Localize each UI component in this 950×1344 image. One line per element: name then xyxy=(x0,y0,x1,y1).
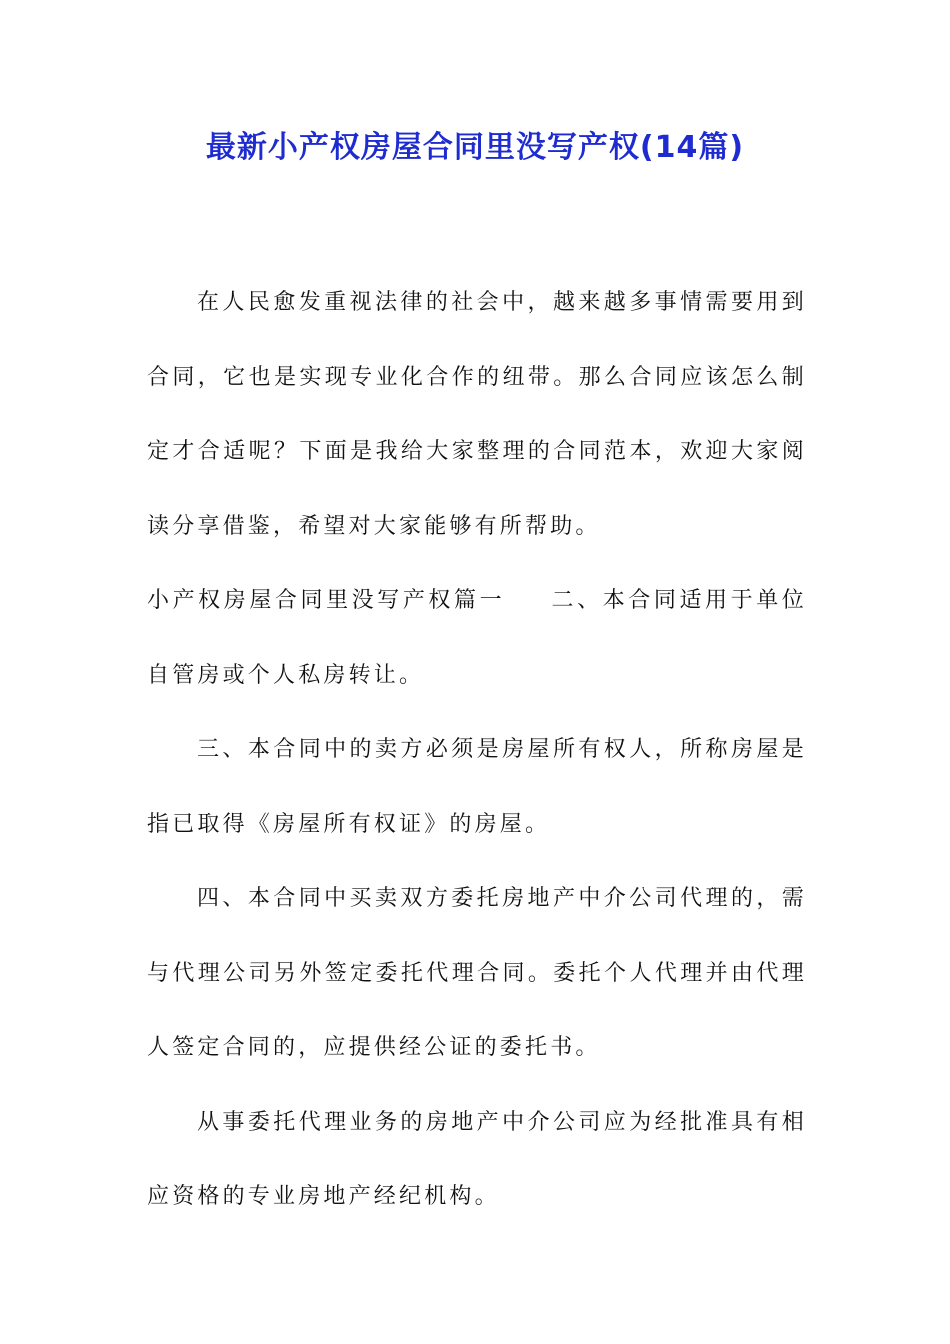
intro-paragraph: 在人民愈发重视法律的社会中，越来越多事情需要用到合同，它也是实现专业化合作的纽带。那么合同应该怎么制定才合适呢？下面是我给大家整理的合同范本，欢迎大家阅读分享借鉴，希望对大家能够有所帮助。 xyxy=(147,290,807,539)
clause-5-paragraph: 从事委托代理业务的房地产中介公司应为经批准具有相应资格的专业房地产经纪机构。 xyxy=(147,1109,807,1209)
section-paragraph xyxy=(147,564,807,713)
section-heading: 小产权房屋合同里没写产权篇一 xyxy=(147,588,506,613)
clause-3-paragraph: 三、本合同中的卖方必须是房屋所有权人，所称房屋是指已取得《房屋所有权证》的房屋。 xyxy=(147,737,807,837)
clause-2-text: 二、本合同适用于单位自管房或个人私房转让。 xyxy=(147,588,807,688)
document-title: 最新小产权房屋合同里没写产权(14篇) xyxy=(205,130,745,165)
clause-4-paragraph: 四、本合同中买卖双方委托房地产中介公司代理的，需与代理公司另外签定委托代理合同。委托个人代理并由代理人签定合同的，应提供经公证的委托书。 xyxy=(147,886,807,1060)
document-body xyxy=(147,266,807,1235)
